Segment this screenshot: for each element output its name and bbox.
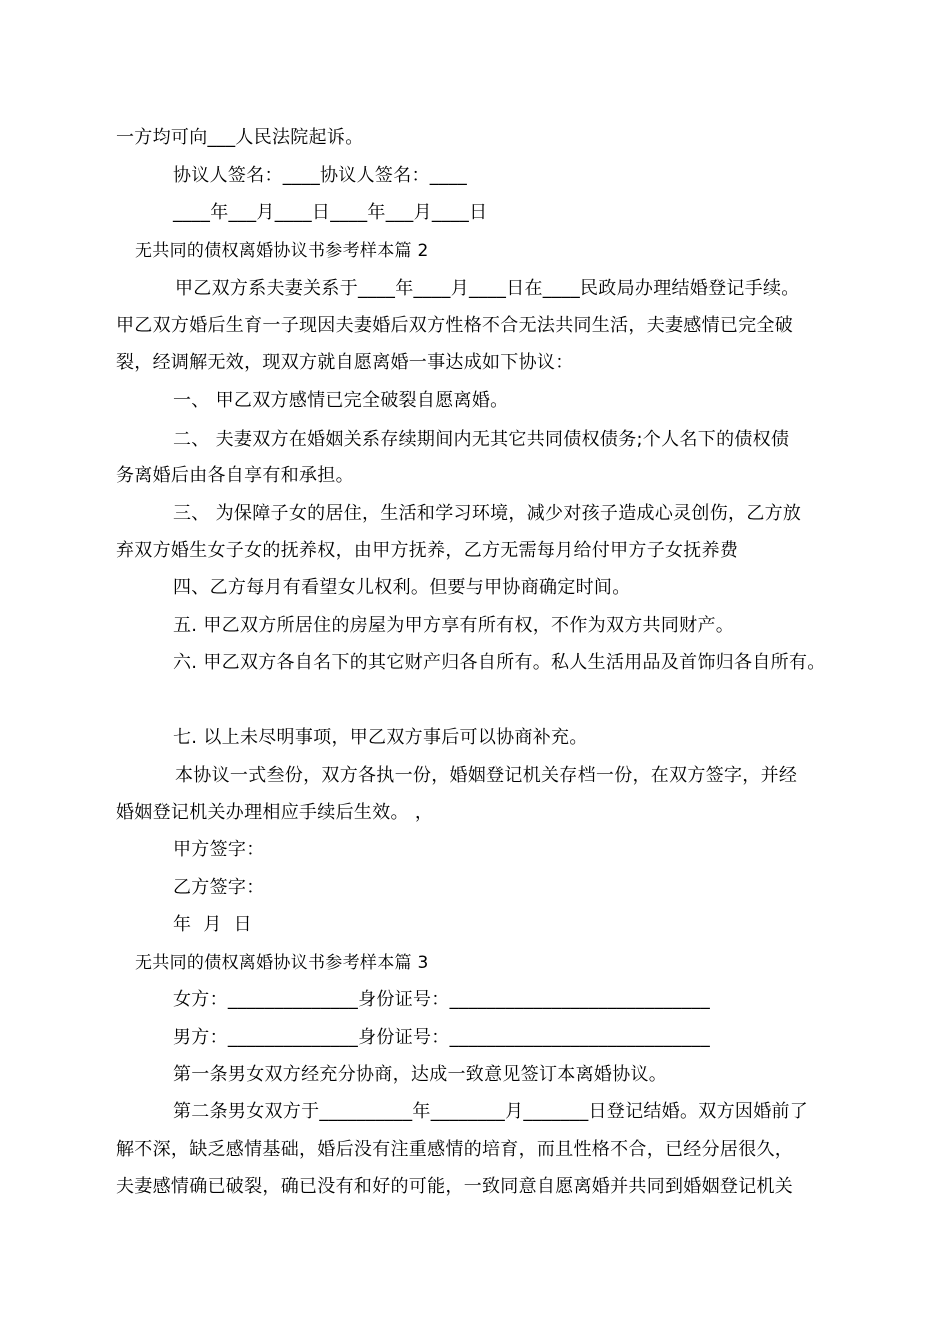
paragraph-line: 本协议一式叁份，双方各执一份，婚姻登记机关存档一份，在双方签字，并经 bbox=[175, 765, 798, 786]
date-line: 年 月 日 bbox=[173, 914, 252, 935]
paragraph-line: 婚姻登记机关办理相应手续后生效。 ， bbox=[116, 802, 434, 823]
clause-line: 弃双方婚生女子女的抚养权，由甲方抚养，乙方无需每月给付甲方子女抚养费 bbox=[116, 540, 739, 561]
article-line: 解不深，缺乏感情基础，婚后没有注重感情的培育，而且性格不合，已经分居很久， bbox=[116, 1139, 794, 1160]
paragraph-line: 甲乙双方婚后生育一子现因夫妻婚后双方性格不合无法共同生活，夫妻感情已完全破 bbox=[116, 315, 794, 336]
clause-line: 三、 为保障子女的居住，生活和学习环境，减少对孩子造成心灵创伤，乙方放 bbox=[173, 503, 802, 524]
article-line: 第一条男女双方经充分协商，达成一致意见签订本离婚协议。 bbox=[173, 1064, 668, 1085]
party-line: 男方：______________身份证号：____________________________ bbox=[173, 1027, 710, 1048]
section-heading: 无共同的债权离婚协议书参考样本篇 2 bbox=[135, 241, 429, 261]
section-heading: 无共同的债权离婚协议书参考样本篇 3 bbox=[135, 953, 429, 973]
paragraph-line: 裂，经调解无效，现双方就自愿离婚一事达成如下协议： bbox=[116, 352, 574, 373]
party-line: 女方：______________身份证号：____________________________ bbox=[173, 989, 710, 1010]
clause-line: 六. 甲乙双方各自名下的其它财产归各自所有。私人生活用品及首饰归各自所有。 bbox=[173, 652, 826, 673]
signature-line: 协议人签名：____协议人签名：____ bbox=[173, 165, 467, 186]
clause-line: 七. 以上未尽明事项，甲乙双方事后可以协商补充。 bbox=[173, 727, 588, 748]
clause-line: 二、 夫妻双方在婚姻关系存续期间内无其它共同债权债务;个人名下的债权债 bbox=[173, 429, 790, 450]
date-line: ____年___月____日____年___月____日 bbox=[173, 202, 488, 223]
paragraph-line: 甲乙双方系夫妻关系于____年____月____日在____民政局办理结婚登记手续。 bbox=[175, 278, 800, 299]
clause-line: 五. 甲乙双方所居住的房屋为甲方享有所有权，不作为双方共同财产。 bbox=[173, 615, 735, 636]
article-line: 夫妻感情确已破裂，确已没有和好的可能，一致同意自愿离婚并共同到婚姻登记机关 bbox=[116, 1176, 794, 1197]
article-line: 第二条男女双方于__________年________月_______日登记结婚。双方因婚前了 bbox=[173, 1101, 809, 1122]
signature-label: 乙方签字： bbox=[173, 877, 265, 898]
clause-line: 务离婚后由各自享有和承担。 bbox=[116, 465, 354, 486]
clause-line: 一、 甲乙双方感情已完全破裂自愿离婚。 bbox=[173, 390, 509, 411]
signature-label: 甲方签字： bbox=[173, 839, 265, 860]
clause-line: 四、乙方每月有看望女儿权利。但要与甲协商确定时间。 bbox=[173, 577, 631, 598]
text-line: 一方均可向___人民法院起诉。 bbox=[116, 127, 364, 148]
